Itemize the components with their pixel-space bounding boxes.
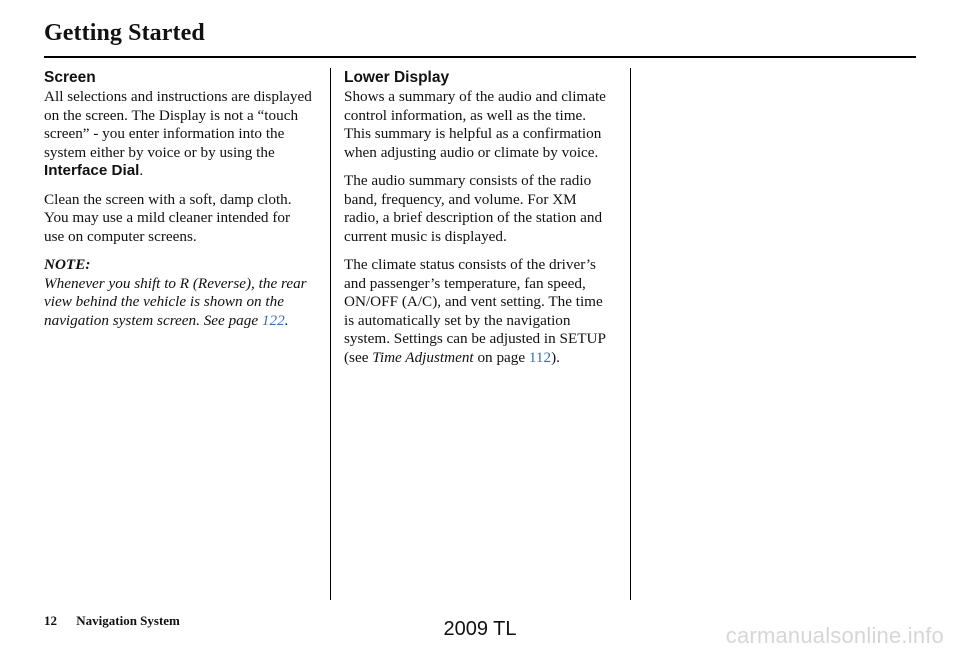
cleaning-paragraph: Clean the screen with a soft, damp cloth. You may use a mild cleaner intended for use on computer screens. [44, 190, 292, 245]
climate-status-paragraph [344, 256, 612, 367]
screen-heading: Screen [44, 69, 96, 86]
climate-status-text: The climate status consists of the driver’s and passenger’s temperature, fan speed, ON/OFF (A/C), and vent setting. The time is automatically set by the navigation system. Settings can be adjusted in SETUP (see [344, 256, 606, 366]
page-title: Getting Started [44, 20, 205, 46]
interface-dial-term: Interface Dial [44, 162, 140, 179]
audio-summary-paragraph: The audio summary consists of the radio band, frequency, and volume. For XM radio, a brief description of the station and current music is displayed. [344, 172, 603, 245]
page-number: 12 [44, 613, 57, 628]
column-divider-2 [630, 68, 631, 600]
footer-label: Navigation System [76, 613, 180, 628]
left-column [44, 68, 312, 330]
page-122-link[interactable]: 122 [261, 311, 285, 329]
header-rule [44, 56, 916, 58]
time-adjustment-reference: Time Adjustment [372, 348, 474, 366]
screen-paragraph-end: . [139, 162, 144, 179]
note-body-text: Whenever you shift to R (Reverse), the rear view behind the vehicle is shown on the navigation system screen. See page [44, 274, 307, 329]
lower-display-heading: Lower Display [344, 69, 450, 86]
column-divider-1 [330, 68, 331, 600]
page-112-link[interactable]: 112 [528, 348, 552, 366]
site-watermark: carmanualsonline.info [725, 623, 944, 648]
climate-status-mid: on page [477, 348, 526, 366]
climate-status-end: ). [551, 348, 560, 366]
screen-paragraph-text: All selections and instructions are displayed on the screen. The Display is not a “touch screen” - you enter information into the system either by voice or by using the [44, 88, 312, 161]
lower-display-paragraph: Shows a summary of the audio and climate control information, as well as the time. This summary is helpful as a confirmation when adjusting audio or climate by voice. [344, 88, 606, 161]
note-body-end: . [284, 311, 289, 329]
model-watermark: 2009 TL [443, 618, 517, 640]
note-body [44, 275, 312, 331]
screen-paragraph [44, 88, 312, 181]
note-label: NOTE: [44, 256, 91, 273]
right-column [344, 68, 612, 377]
